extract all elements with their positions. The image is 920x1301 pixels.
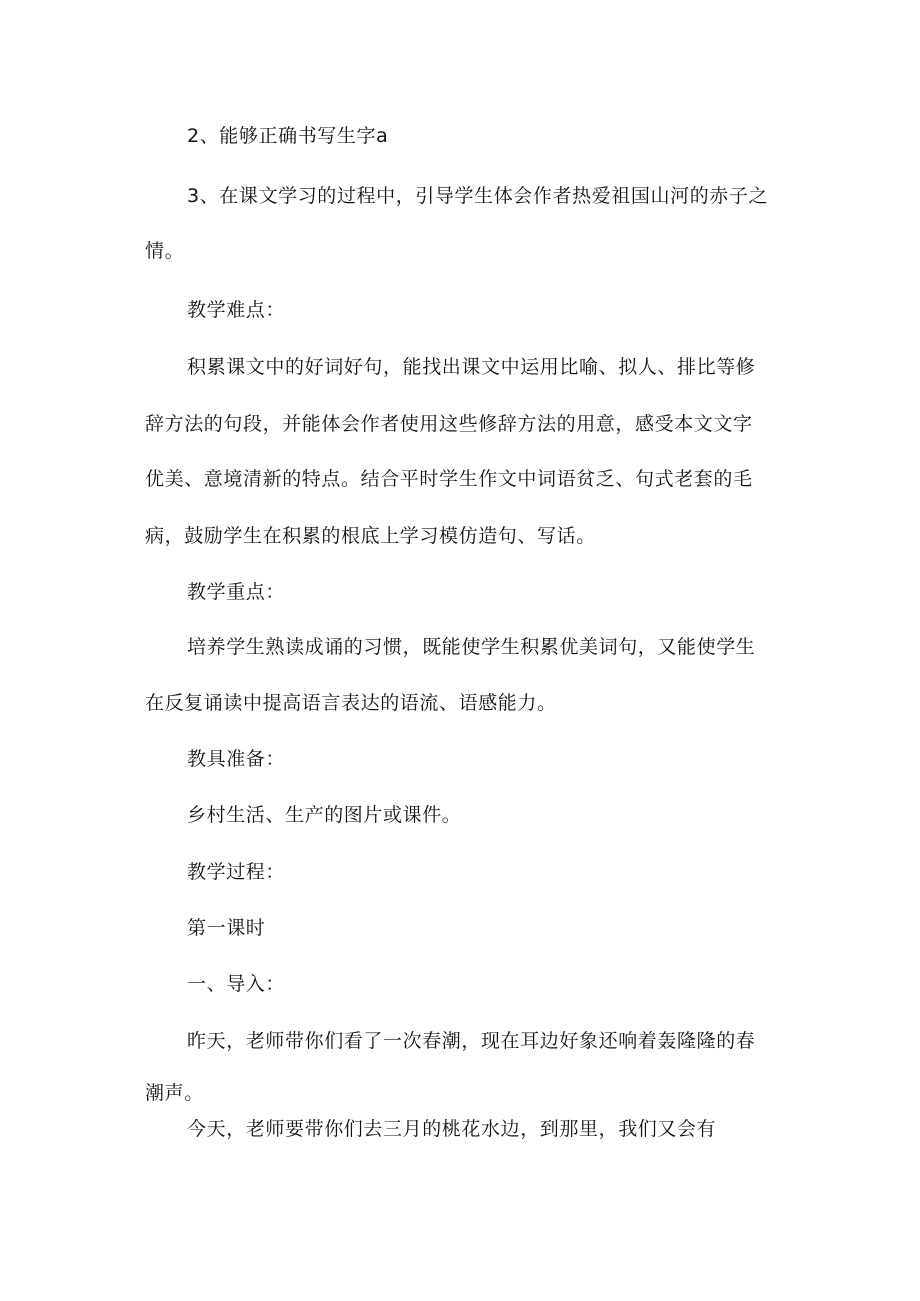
difficulty-paragraph-line-1: 积累课文中的好词好句，能找出课文中运用比喻、拟人、排比等修 bbox=[187, 356, 756, 378]
heading-teaching-aids: 教具准备： bbox=[187, 748, 286, 770]
difficulty-paragraph-line-4: 病，鼓励学生在积累的根底上学习模仿造句、写话。 bbox=[145, 525, 596, 547]
intro-paragraph-line-1: 昨天，老师带你们看了一次春潮，现在耳边好象还响着轰隆隆的春 bbox=[187, 1030, 756, 1052]
intro-paragraph-2: 今天，老师要带你们去三月的桃花水边，到那里，我们又会有 bbox=[187, 1118, 717, 1140]
difficulty-paragraph-line-3: 优美、意境清新的特点。结合平时学生作文中词语贫乏、句式老套的毛 bbox=[145, 468, 753, 490]
heading-teaching-difficulty: 教学难点： bbox=[187, 299, 286, 321]
objective-2: 2、能够正确书写生字a bbox=[187, 125, 389, 147]
difficulty-paragraph-line-2: 辞方法的句段，并能体会作者使用这些修辞方法的用意，感受本文文字 bbox=[145, 413, 753, 435]
heading-first-lesson: 第一课时 bbox=[187, 917, 266, 939]
objective-3: 3、在课文学习的过程中，引导学生体会作者热爱祖国山河的赤子之 bbox=[187, 185, 769, 207]
heading-introduction: 一、导入： bbox=[187, 973, 286, 995]
intro-paragraph-line-2: 潮声。 bbox=[145, 1082, 204, 1104]
aids-paragraph: 乡村生活、生产的图片或课件。 bbox=[187, 804, 462, 826]
focus-paragraph-line-1: 培养学生熟读成诵的习惯，既能使学生积累优美词句，又能使学生 bbox=[187, 636, 756, 658]
heading-teaching-process: 教学过程： bbox=[187, 861, 286, 883]
heading-teaching-focus: 教学重点： bbox=[187, 581, 286, 603]
objective-3-continued: 情。 bbox=[145, 240, 185, 262]
focus-paragraph-line-2: 在反复诵读中提高语言表达的语流、语感能力。 bbox=[145, 692, 557, 714]
